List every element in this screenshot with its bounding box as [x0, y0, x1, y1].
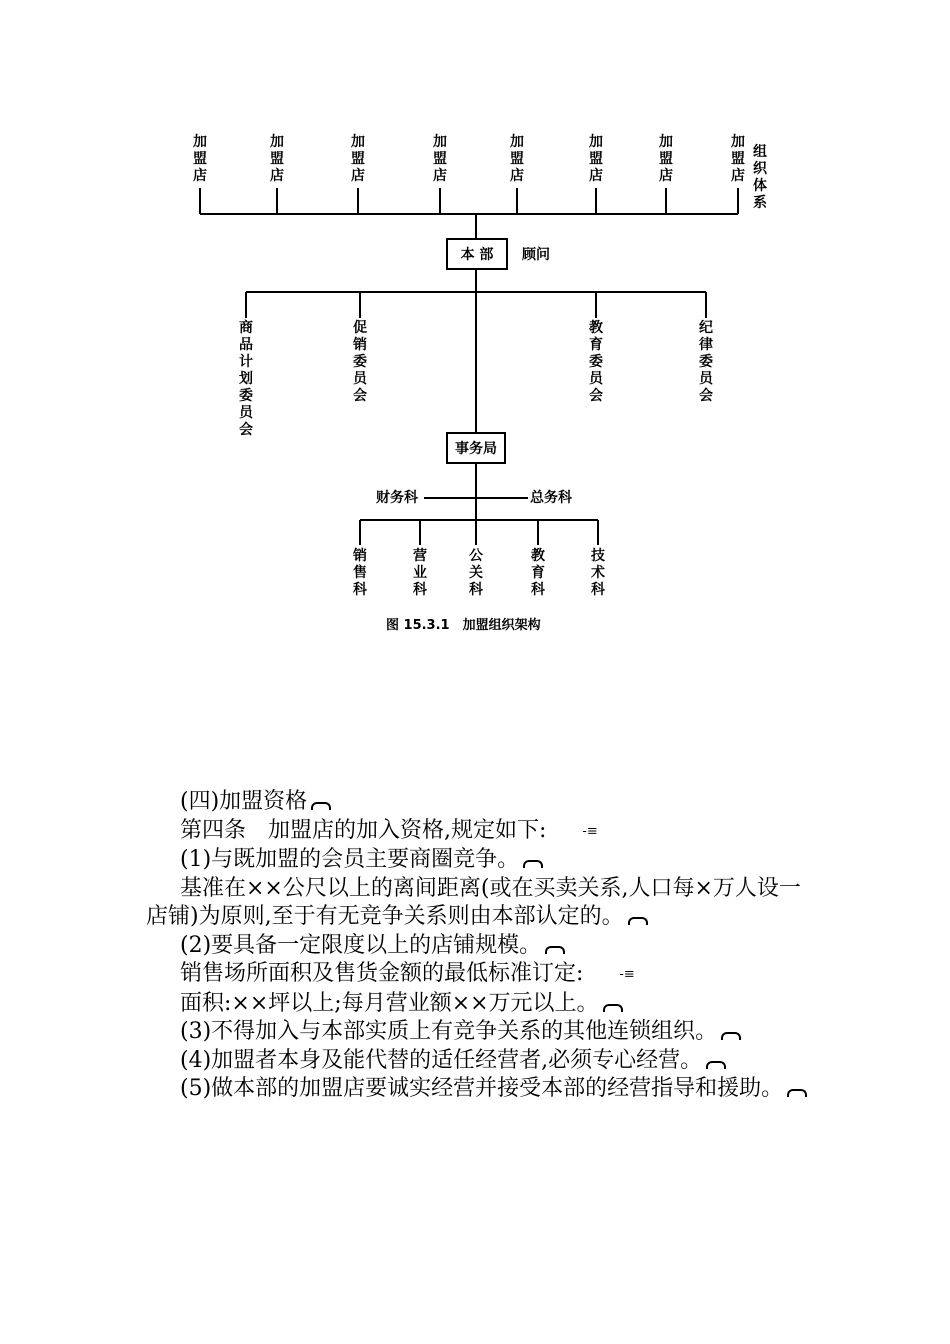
edit-mark-icon [603, 1004, 623, 1012]
store-label: 加盟店 [510, 134, 524, 184]
section-label: 技术科 [591, 548, 605, 598]
paragraph [146, 960, 816, 990]
paragraph [146, 788, 816, 817]
committee-label: 促销委员会 [353, 320, 367, 404]
org-chart [0, 0, 950, 660]
paragraph-text: (四)加盟资格 [180, 789, 308, 814]
store-label: 加盟店 [589, 134, 603, 184]
paragraph-text: (4)加盟者本身及能代替的适任经营者,必须专心经营。 [180, 1047, 703, 1073]
line-break-mark-icon: -≡ [619, 967, 635, 982]
paragraph [146, 1075, 816, 1104]
paragraph [146, 846, 816, 875]
store-label: 加盟店 [659, 134, 673, 184]
paragraph [146, 817, 816, 847]
paragraph-text: (1)与既加盟的会员主要商圈竞争。 [180, 847, 520, 872]
store-label: 加盟店 [351, 134, 365, 184]
edit-mark-icon [721, 1032, 741, 1040]
paragraph [146, 1047, 816, 1076]
paragraph-text: 面积:××坪以上;每月营业额××万元以上。 [180, 990, 599, 1016]
paragraph-text: (2)要具备一定限度以上的店铺规模。 [180, 932, 542, 958]
paragraph [146, 875, 816, 932]
store-label: 加盟店 [193, 134, 207, 184]
paragraph-text: 基准在××公尺以上的离间距离(或在买卖关系,人口每×万人设一店铺)为原则,至于有无竞争关系则由本部认定的。 [146, 875, 801, 929]
store-label: 加盟店 [731, 134, 745, 184]
paragraph [146, 932, 816, 961]
edit-mark-icon [311, 802, 331, 810]
body-text [146, 788, 816, 1104]
hq-box [446, 238, 508, 270]
paragraph [146, 990, 816, 1019]
bureau-box [446, 432, 506, 464]
org-system-label: 组织体系 [753, 144, 767, 211]
figure-caption: 图 15.3.1 加盟组织架构 [386, 618, 541, 633]
finance-label: 财务科 [376, 490, 418, 506]
paragraph-text: (5)做本部的加盟店要诚实经营并接受本部的经营指导和援助。 [180, 1076, 784, 1101]
edit-mark-icon [787, 1089, 807, 1097]
store-label: 加盟店 [433, 134, 447, 184]
advisor-label: 顾问 [522, 247, 550, 263]
section-label: 营业科 [413, 548, 427, 598]
edit-mark-icon [545, 946, 565, 954]
committee-label: 商品计划委员会 [239, 320, 253, 438]
paragraph-text: 销售场所面积及售货金额的最低标准订定: [180, 961, 584, 986]
edit-mark-icon [523, 860, 543, 868]
hq-label: 本 部 [460, 247, 494, 263]
paragraph [146, 1018, 816, 1047]
section-label: 教育科 [531, 548, 545, 598]
line-break-mark-icon: -≡ [582, 823, 598, 839]
paragraph-text: (3)不得加入与本部实质上有竞争关系的其他连锁组织。 [180, 1019, 718, 1044]
committee-label: 纪律委员会 [699, 320, 713, 404]
edit-mark-icon [706, 1061, 726, 1069]
general-affairs-label: 总务科 [530, 490, 572, 506]
store-label: 加盟店 [270, 134, 284, 184]
committee-label: 教育委员会 [589, 320, 603, 404]
section-label: 销售科 [353, 548, 367, 598]
bureau-label: 事务局 [455, 441, 497, 457]
paragraph-text: 第四条 加盟店的加入资格,规定如下: [180, 817, 547, 843]
edit-mark-icon [628, 917, 648, 925]
section-label: 公关科 [469, 548, 483, 598]
